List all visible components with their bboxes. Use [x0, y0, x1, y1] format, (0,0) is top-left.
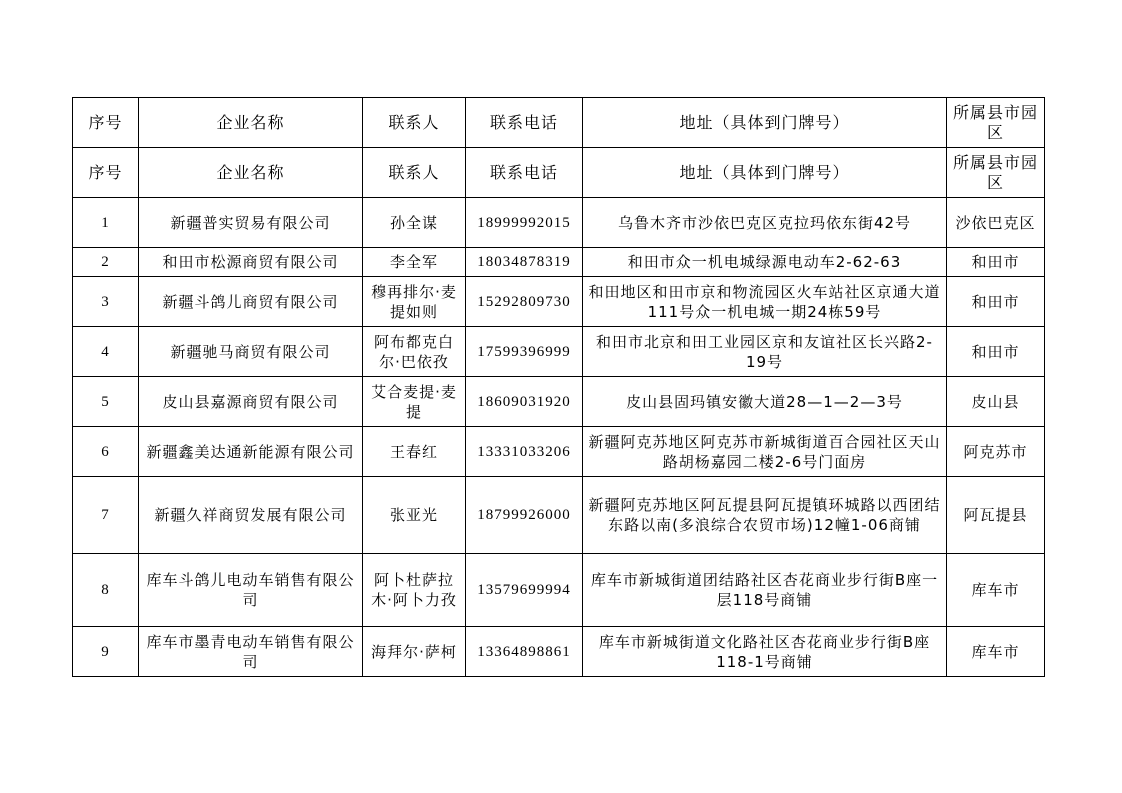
row-no: 4 — [73, 327, 139, 377]
row-contact: 阿卜杜萨拉木·阿卜力孜 — [363, 554, 466, 627]
table-row — [73, 627, 1045, 677]
row-address: 皮山县固玛镇安徽大道28—1—2—3号 — [583, 377, 947, 427]
row-address: 和田市众一机电城绿源电动车2-62-63 — [583, 248, 947, 277]
row-phone: 17599396999 — [466, 327, 583, 377]
row-contact: 张亚光 — [363, 477, 466, 554]
row-company: 库车市墨青电动车销售有限公司 — [139, 627, 363, 677]
row-address: 和田市北京和田工业园区京和友谊社区长兴路2-19号 — [583, 327, 947, 377]
row-address: 库车市新城街道文化路社区杏花商业步行街B座118-1号商铺 — [583, 627, 947, 677]
row-contact: 阿布都克白尔·巴依孜 — [363, 327, 466, 377]
row-no: 7 — [73, 477, 139, 554]
row-no: 3 — [73, 277, 139, 327]
row-address: 和田地区和田市京和物流园区火车站社区京通大道111号众一机电城一期24栋59号 — [583, 277, 947, 327]
header-district: 所属县市园区 — [947, 98, 1045, 148]
row-district: 和田市 — [947, 277, 1045, 327]
row-company: 新疆普实贸易有限公司 — [139, 198, 363, 248]
row-address: 新疆阿克苏地区阿克苏市新城街道百合园社区天山路胡杨嘉园二楼2-6号门面房 — [583, 427, 947, 477]
table-row — [73, 248, 1045, 277]
row-phone: 15292809730 — [466, 277, 583, 327]
table-row — [73, 198, 1045, 248]
row-company: 新疆鑫美达通新能源有限公司 — [139, 427, 363, 477]
row-contact: 艾合麦提·麦提 — [363, 377, 466, 427]
header-no: 序号 — [73, 98, 139, 148]
header-phone: 联系电话 — [466, 98, 583, 148]
header-row — [73, 98, 1045, 148]
row-district: 库车市 — [947, 627, 1045, 677]
table-row — [73, 477, 1045, 554]
row-phone: 13364898861 — [466, 627, 583, 677]
enterprise-table — [72, 97, 1045, 677]
table-row — [73, 427, 1045, 477]
row-phone: 13579699994 — [466, 554, 583, 627]
row-district: 和田市 — [947, 327, 1045, 377]
row-address: 新疆阿克苏地区阿瓦提县阿瓦提镇环城路以西团结东路以南(多浪综合农贸市场)12幢1-06商铺 — [583, 477, 947, 554]
row-phone: 18999992015 — [466, 198, 583, 248]
header-company: 企业名称 — [139, 148, 363, 198]
header-row-repeat — [73, 148, 1045, 198]
row-contact: 孙全谋 — [363, 198, 466, 248]
header-phone: 联系电话 — [466, 148, 583, 198]
header-address: 地址（具体到门牌号） — [583, 148, 947, 198]
row-phone: 18034878319 — [466, 248, 583, 277]
row-district: 库车市 — [947, 554, 1045, 627]
row-company: 新疆久祥商贸发展有限公司 — [139, 477, 363, 554]
row-company: 皮山县嘉源商贸有限公司 — [139, 377, 363, 427]
row-company: 新疆斗鸽儿商贸有限公司 — [139, 277, 363, 327]
header-contact: 联系人 — [363, 98, 466, 148]
row-no: 5 — [73, 377, 139, 427]
row-district: 和田市 — [947, 248, 1045, 277]
row-district: 皮山县 — [947, 377, 1045, 427]
row-phone: 18609031920 — [466, 377, 583, 427]
row-contact: 王春红 — [363, 427, 466, 477]
row-district: 阿瓦提县 — [947, 477, 1045, 554]
row-company: 新疆驰马商贸有限公司 — [139, 327, 363, 377]
row-address: 乌鲁木齐市沙依巴克区克拉玛依东街42号 — [583, 198, 947, 248]
row-district: 阿克苏市 — [947, 427, 1045, 477]
row-phone: 13331033206 — [466, 427, 583, 477]
row-no: 9 — [73, 627, 139, 677]
header-contact: 联系人 — [363, 148, 466, 198]
row-company: 库车斗鸽儿电动车销售有限公司 — [139, 554, 363, 627]
table-row — [73, 277, 1045, 327]
row-contact: 李全军 — [363, 248, 466, 277]
header-address: 地址（具体到门牌号） — [583, 98, 947, 148]
header-no: 序号 — [73, 148, 139, 198]
row-phone: 18799926000 — [466, 477, 583, 554]
header-district: 所属县市园区 — [947, 148, 1045, 198]
table-row — [73, 327, 1045, 377]
row-contact: 穆再排尔·麦提如则 — [363, 277, 466, 327]
row-no: 2 — [73, 248, 139, 277]
row-company: 和田市松源商贸有限公司 — [139, 248, 363, 277]
table-row — [73, 554, 1045, 627]
row-contact: 海拜尔·萨柯 — [363, 627, 466, 677]
row-no: 8 — [73, 554, 139, 627]
row-no: 1 — [73, 198, 139, 248]
header-company: 企业名称 — [139, 98, 363, 148]
table-row — [73, 377, 1045, 427]
row-no: 6 — [73, 427, 139, 477]
row-district: 沙依巴克区 — [947, 198, 1045, 248]
row-address: 库车市新城街道团结路社区杏花商业步行街B座一层118号商铺 — [583, 554, 947, 627]
